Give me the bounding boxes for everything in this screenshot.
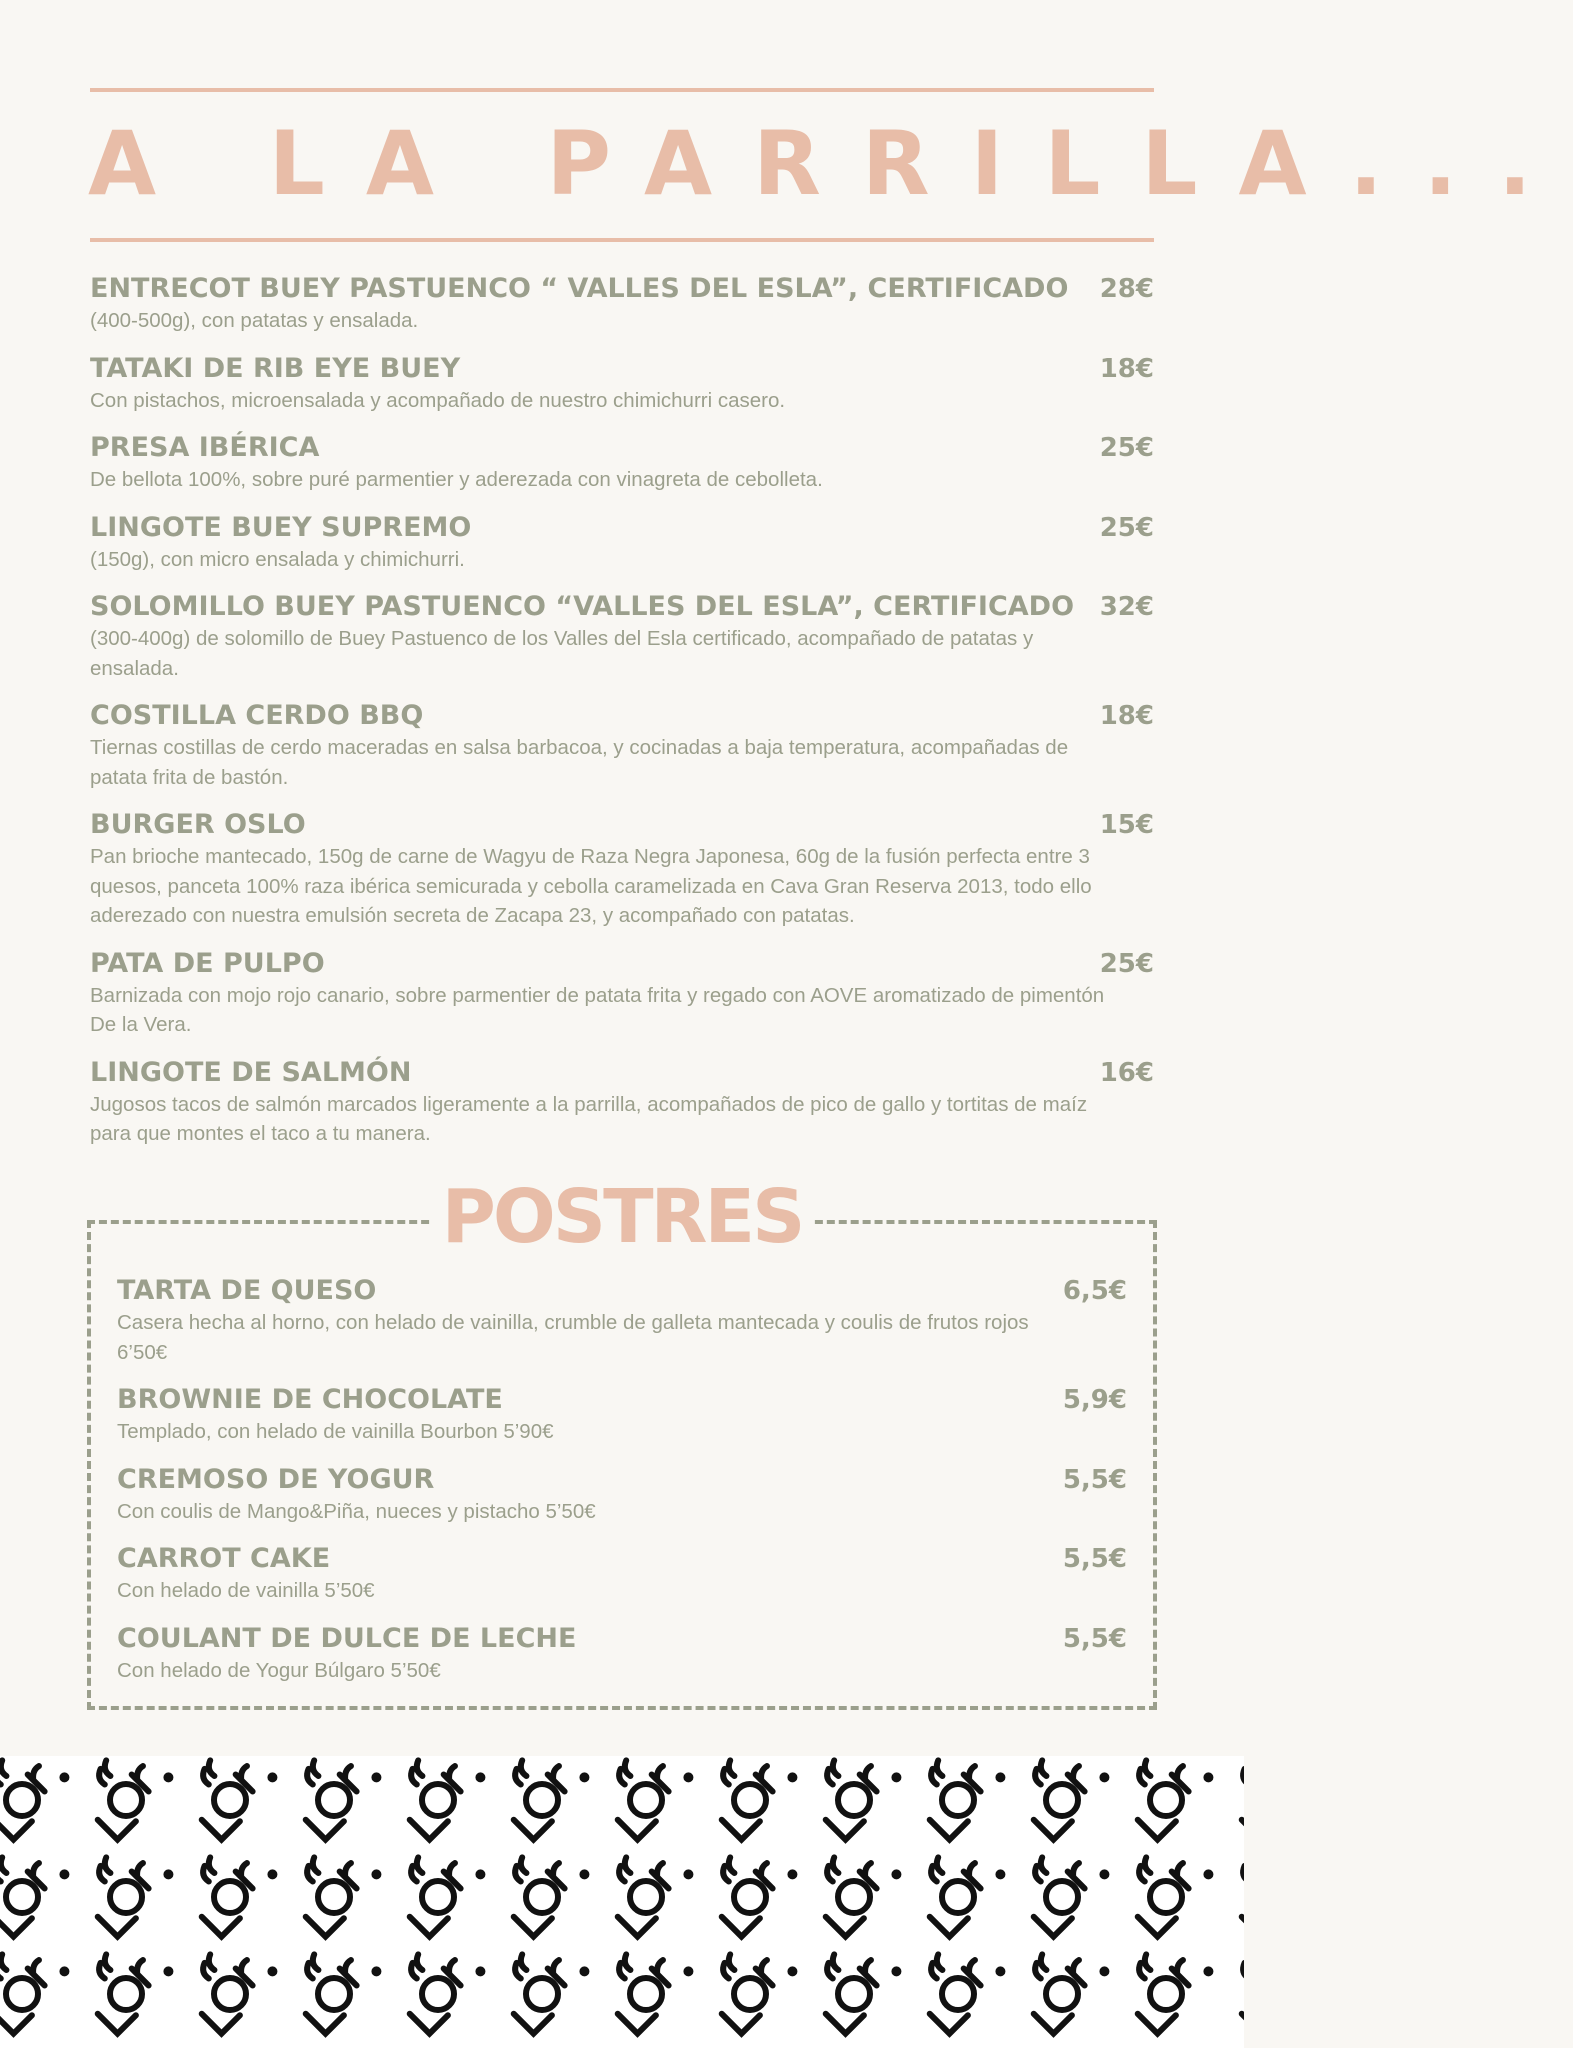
item-price: 32€ [1099,592,1154,622]
item-description: (300-400g) de solomillo de Buey Pastuenco de los Valles del Esla certificado, acompañado de patatas y ensalada. [90,627,1034,680]
item-name: TARTA DE QUESO [117,1275,377,1306]
item-price: 25€ [1099,433,1154,463]
top-rule [90,88,1154,92]
title-rule [90,238,1154,242]
item-price: 5,9€ [1062,1385,1127,1415]
mains-list [90,272,1154,1165]
menu-item [90,808,1154,931]
item-description: Con helado de Yogur Búlgaro 5’50€ [117,1658,441,1682]
dessert-item [117,1542,1127,1606]
menu-item [90,699,1154,792]
item-price: 25€ [1099,948,1154,979]
item-price: 25€ [1099,512,1154,543]
item-price: 18€ [1099,353,1154,384]
item-price: 5,5€ [1062,1544,1127,1574]
menu-item [90,511,1154,575]
item-name: CREMOSO DE YOGUR [117,1463,435,1495]
item-name: PATA DE PULPO [90,947,325,979]
item-price: 5,5€ [1062,1623,1127,1654]
menu-item [90,590,1154,683]
item-name: LINGOTE DE SALMÓN [90,1056,412,1088]
item-description: Pan brioche mantecado, 150g de carne de Wagyu de Raza Negra Japonesa, 60g de la fusión perfecta entre 3 quesos, panceta 100% raza ibérica semicurada y cebolla caramelizada en Cava Gran Reserva 2013, todo ello aderezado con nuestra emulsión secreta de Zacapa 23, y acompañado con patatas. [90,845,1092,927]
item-description: De bellota 100%, sobre puré parmentier y aderezada con vinagreta de cebolleta. [90,468,823,491]
section-title: A LA PARRILLA... [88,112,1573,215]
item-name: LINGOTE BUEY SUPREMO [90,511,472,543]
item-description: Con coulis de Mango&Piña, nueces y pistacho 5’50€ [117,1499,596,1523]
item-name: COULANT DE DULCE DE LECHE [117,1622,577,1654]
item-name: BURGER OSLO [90,809,306,840]
item-name: BROWNIE DE CHOCOLATE [117,1384,503,1415]
dessert-item [117,1463,1127,1527]
item-description: Casera hecha al horno, con helado de vainilla, crumble de galleta mantecada y coulis de frutos rojos 6’50€ [117,1311,1029,1364]
item-description: (150g), con micro ensalada y chimichurri. [90,547,465,571]
item-description: Tiernas costillas de cerdo maceradas en salsa barbacoa, y cocinadas a baja temperatura, acompañadas de patata frita de bastón. [90,736,1069,789]
item-name: SOLOMILLO BUEY PASTUENCO “VALLES DEL ESLA”, CERTIFICADO [90,591,1075,622]
item-name: COSTILLA CERDO BBQ [90,700,424,731]
menu-item [90,431,1154,495]
item-name: PRESA IBÉRICA [90,432,320,463]
item-price: 16€ [1099,1057,1154,1088]
menu-item [90,352,1154,416]
menu-item [90,1056,1154,1149]
menu-item [90,947,1154,1040]
item-description: Jugosos tacos de salmón marcados ligeramente a la parrilla, acompañados de pico de gallo y tortitas de maíz para que montes el taco a tu manera. [90,1092,1088,1145]
item-name: CARROT CAKE [117,1543,331,1574]
item-name: TATAKI DE RIB EYE BUEY [90,352,461,384]
item-price: 6,5€ [1062,1276,1127,1306]
item-price: 5,5€ [1062,1464,1127,1495]
item-name: ENTRECOT BUEY PASTUENCO “ VALLES DEL ESLA”, CERTIFICADO [90,273,1069,304]
item-description: Templado, con helado de vainilla Bourbon 5’90€ [117,1420,554,1443]
item-description: Con helado de vainilla 5’50€ [117,1579,375,1602]
desserts-title: POSTRES [432,1170,812,1264]
logo-pattern-icon [0,1756,1244,2048]
dessert-item [117,1622,1127,1686]
item-price: 15€ [1099,810,1154,840]
dessert-item [117,1383,1127,1447]
item-description: Con pistachos, microensalada y acompañado de nuestro chimichurri casero. [90,388,786,412]
dessert-item [117,1274,1127,1367]
item-price: 28€ [1099,274,1154,304]
item-description: Barnizada con mojo rojo canario, sobre parmentier de patata frita y regado con AOVE aromatizado de pimentón De la Vera. [90,983,1105,1036]
item-description: (400-500g), con patatas y ensalada. [90,309,419,332]
desserts-list [117,1274,1127,1701]
menu-item [90,272,1154,336]
item-price: 18€ [1099,701,1154,731]
